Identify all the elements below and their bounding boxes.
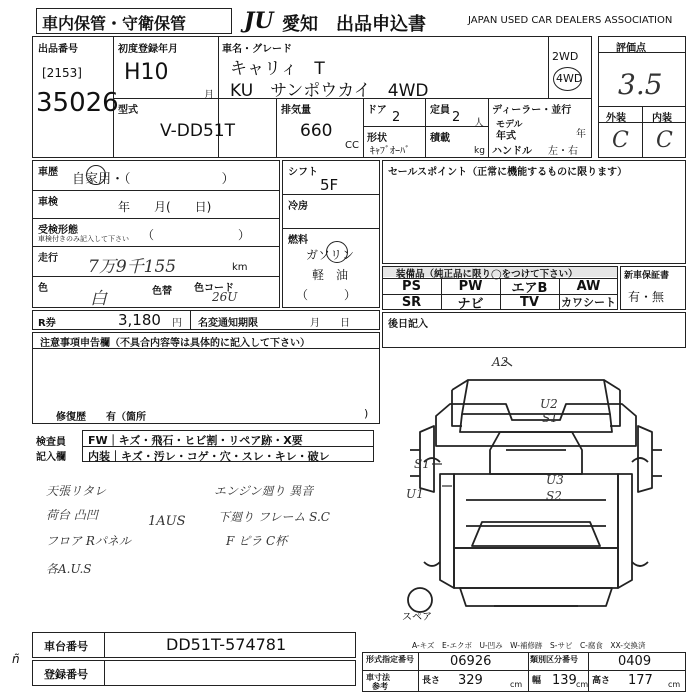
- history-value: 自家用・（ ）: [72, 172, 235, 187]
- height-value: 177: [628, 673, 653, 688]
- storage-badge-text: 車内保管・守衛保管: [42, 14, 187, 33]
- car-diagram: [396, 350, 686, 630]
- lot-sub-number: [2153]: [42, 66, 82, 80]
- drive-circle: [553, 67, 582, 91]
- chassis-label: 車台番号: [44, 640, 88, 653]
- inspector-note-middle: 1AUS: [148, 514, 186, 529]
- inspector-note-left-4: 各A.U.S: [46, 562, 92, 576]
- width-unit: cm: [576, 680, 589, 689]
- receipt-label: 受検形態: [38, 225, 78, 236]
- inspector-note-right-3: F ピラ C杯: [226, 534, 288, 548]
- length-label: 長さ: [422, 676, 441, 686]
- history-label: 車歴: [38, 167, 58, 178]
- fuel-other: （ ）: [296, 288, 357, 302]
- color-change-label: 色替: [152, 286, 172, 297]
- model-year-label-1: モデル: [496, 120, 523, 130]
- damage-mark-s1-side: S1: [414, 457, 430, 471]
- recycle-amount: 3,180: [118, 311, 161, 329]
- car-size-label: 車寸法: [366, 673, 390, 682]
- recycle-label: R券: [38, 318, 56, 329]
- receipt-value: （ ）: [142, 228, 251, 242]
- width-label: 幅: [532, 676, 542, 686]
- kg-unit: kg: [474, 146, 485, 156]
- cc-unit: CC: [345, 140, 359, 151]
- handle-label: ハンドル: [492, 146, 532, 157]
- ac-label: 冷房: [288, 201, 308, 212]
- name-change-label: 名変通知期限: [198, 318, 258, 329]
- fuel-diesel: 軽 油: [312, 268, 349, 282]
- year-unit: 年: [576, 129, 586, 140]
- inspector-fw-row: FW｜キズ・飛石・ヒビ割・リペア跡・X要: [88, 434, 303, 447]
- damage-mark-u1: U1: [406, 487, 424, 501]
- car-name-label: 車名・グレード: [222, 44, 292, 55]
- private-use-circle: [86, 165, 106, 185]
- inspector-note-right-2: 下廻り フレーム S.C: [218, 510, 330, 524]
- gasoline-circle: [326, 241, 348, 263]
- type-spec-label: 形式指定番号: [366, 655, 414, 664]
- displacement-value: 660: [300, 121, 333, 141]
- fuel-gasoline: ガソリン: [306, 248, 355, 262]
- lot-number: 35026: [36, 88, 119, 118]
- model-label: 型式: [118, 105, 138, 116]
- sales-point-label: セールスポイント（正常に機能するものに限ります）: [388, 167, 628, 178]
- damage-mark-s1-roof: S1: [542, 411, 558, 425]
- inspector-label-2: 記入欄: [36, 452, 66, 463]
- inspection-value: 年 月( 日): [118, 200, 212, 214]
- equip-ps: PS: [402, 278, 421, 294]
- notes-label: 注意事項申告欄（不具合内容等は具体的に記入して下さい）: [40, 338, 310, 349]
- color-code-value: 26U: [212, 290, 238, 304]
- name-change-value: 月 日: [310, 318, 350, 329]
- dealer-label: ディーラー・並行: [492, 105, 572, 116]
- type-spec-value: 06926: [450, 654, 492, 669]
- length-value: 329: [458, 673, 483, 688]
- grade-label: 評価点: [616, 43, 646, 54]
- category-value: 0409: [618, 654, 652, 669]
- equipment-label: 装備品（純正品に限り◯をつけて下さい）: [396, 269, 578, 280]
- width-value: 139: [552, 673, 577, 688]
- inspection-label: 車検: [38, 197, 58, 208]
- receipt-sub: 車検付きのみ記入して下さい: [38, 235, 129, 243]
- warranty-options: 有・無: [628, 290, 665, 304]
- repair-history-label: 修復歴 有（箇所: [56, 412, 146, 423]
- equip-sr: SR: [401, 294, 422, 310]
- exterior-grade: C: [612, 128, 629, 153]
- registration-year: H10: [124, 60, 169, 85]
- after-fit-label: 後日記入: [388, 319, 428, 330]
- door-label: ドア: [367, 105, 387, 116]
- car-name: キャリィ T: [230, 59, 325, 79]
- height-label: 高さ: [592, 676, 611, 686]
- size-ref-label: 参考: [372, 682, 388, 691]
- damage-mark-u3: U3: [546, 473, 564, 487]
- mileage-label: 走行: [38, 253, 58, 264]
- door-value: 2: [392, 110, 401, 125]
- english-title: JAPAN USED CAR DEALERS ASSOCIATION: [468, 15, 673, 26]
- inspector-note-left-1: 天張リタレ: [46, 484, 107, 498]
- form-title: 出品申込書: [336, 14, 426, 35]
- registration-month-unit: 月: [204, 90, 214, 101]
- inspector-interior-row: 内装｜キズ・汚レ・コゲ・穴・スレ・キレ・破レ: [88, 450, 330, 463]
- equip-airbag: エアB: [511, 280, 548, 296]
- mileage-value: 7万9千155: [88, 257, 177, 277]
- car-grade: KU サンポウカイ 4WD: [230, 81, 429, 101]
- damage-mark-s2: S2: [546, 489, 562, 503]
- equip-leather-seat: カワシート: [561, 296, 616, 309]
- km-unit: km: [232, 262, 248, 273]
- capacity-label: 定員: [430, 105, 450, 116]
- inspector-note-left-3: フロア Rパネル: [46, 534, 131, 548]
- shift-label: シフト: [288, 167, 318, 178]
- chassis-number: DD51T-574781: [166, 635, 287, 654]
- shape-value: ｷｬﾌﾞｵｰﾊﾞ: [370, 146, 410, 157]
- category-label: 類別区分番号: [530, 655, 578, 664]
- color-value: 白: [90, 289, 107, 309]
- equip-pw: PW: [458, 278, 483, 294]
- load-label: 積載: [430, 133, 450, 144]
- drive-2wd-label: 2WD: [552, 50, 579, 63]
- person-unit: 人: [474, 118, 484, 129]
- color-code-label: 色コード: [194, 283, 234, 294]
- lot-label: 出品番号: [38, 44, 78, 55]
- height-unit: cm: [668, 680, 681, 689]
- fuel-label: 燃料: [288, 235, 308, 246]
- equip-navi: ナビ: [457, 296, 484, 312]
- margin-mark: ñ: [12, 652, 20, 666]
- damage-mark-a2: A2: [492, 355, 509, 369]
- ju-logo: JU: [244, 8, 274, 34]
- warranty-label: 新車保証書: [624, 271, 670, 281]
- damage-legend: A-キズ E-エクボ U-凹み W-補修跡 S-サビ C-腐食 XX-交換済: [412, 641, 646, 650]
- registration-label: 初度登録年月: [118, 44, 178, 55]
- equip-aw: AW: [576, 278, 601, 294]
- model-value: V-DD51T: [160, 121, 235, 141]
- inspector-label-1: 検査員: [36, 437, 66, 448]
- length-unit: cm: [510, 680, 523, 689]
- reg-number-label: 登録番号: [44, 668, 88, 681]
- equip-tv: TV: [520, 294, 539, 310]
- repair-close-paren: ): [364, 407, 369, 420]
- inspector-note-left-2: 荷台 凸凹: [46, 508, 98, 522]
- damage-mark-u2: U2: [540, 397, 558, 411]
- drive-selected: 4WD: [556, 72, 583, 85]
- grade-score: 3.5: [618, 68, 663, 101]
- spare-label: スペア: [402, 612, 432, 623]
- interior-grade: C: [656, 128, 673, 153]
- color-label: 色: [38, 283, 48, 294]
- interior-label: 内装: [652, 113, 672, 124]
- yen-unit: 円: [172, 318, 182, 329]
- exterior-label: 外装: [606, 113, 626, 124]
- handle-options: 左・右: [548, 146, 578, 157]
- model-year-label-2: 年式: [496, 131, 516, 142]
- displacement-label: 排気量: [281, 105, 311, 116]
- org-name: 愛知: [282, 14, 318, 35]
- shape-label: 形状: [367, 133, 387, 144]
- inspector-note-right-1: エンジン廻り 異音: [214, 484, 314, 498]
- capacity-value: 2: [452, 110, 461, 125]
- shift-value: 5F: [320, 176, 339, 194]
